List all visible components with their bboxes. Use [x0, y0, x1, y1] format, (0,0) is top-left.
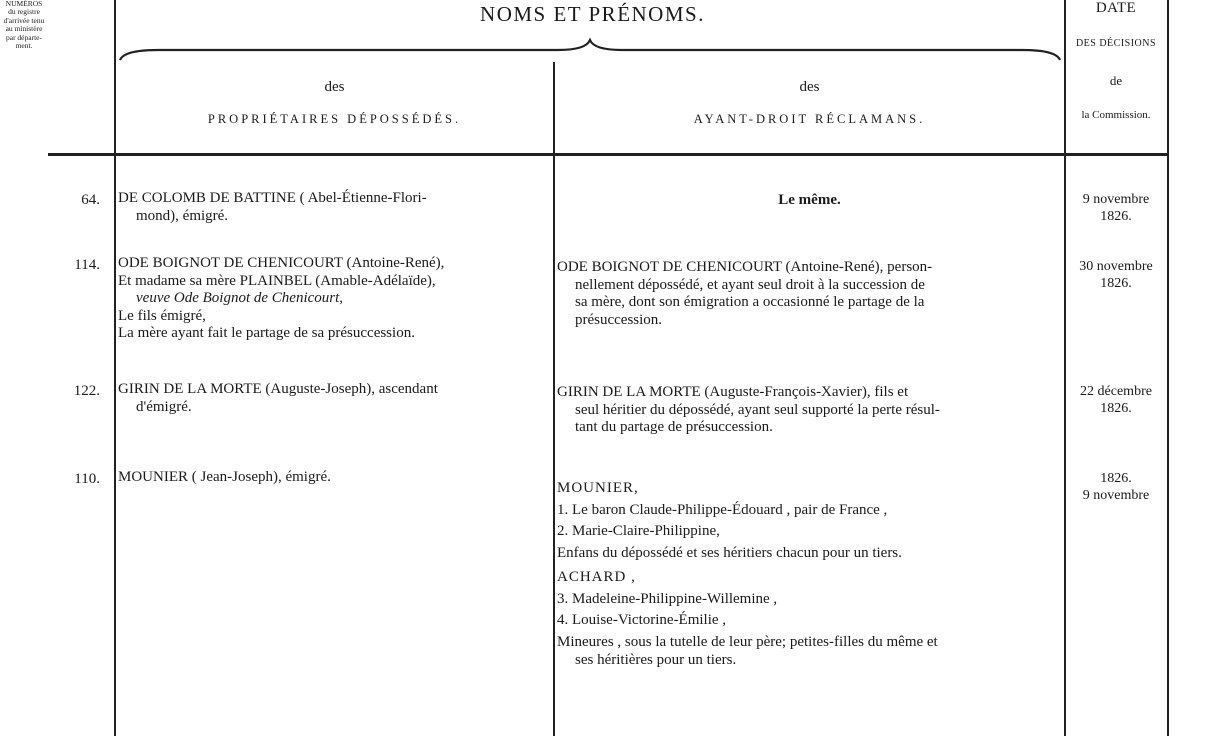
claimants-column-header: AYANT-DROIT RÉCLAMANS.	[693, 112, 926, 126]
date-header: DATE	[1095, 0, 1137, 16]
owner-line: Le fils émigré,	[118, 307, 206, 324]
row-number: 122.	[73, 383, 100, 399]
claimant-line: 2. Marie-Claire-Philippine,	[557, 523, 720, 539]
owner-line: veuve Ode Boignot de Chenicourt,	[136, 290, 344, 306]
column-rule-left	[114, 0, 116, 736]
claimant-line: sa mère, dont son émigration a occasionné le partage de la	[575, 294, 925, 310]
claimant-line: ses héritières pour un tiers.	[575, 652, 737, 668]
date-line: 1826.	[1100, 471, 1132, 486]
header-rule-thick	[48, 153, 1169, 156]
decision-date	[1066, 383, 1166, 417]
owner-line-text: DE COLOMB DE BATTINE ( Abel-Étienne-Flori-	[118, 190, 427, 206]
date-line: 30 novembre	[1079, 259, 1153, 274]
date-line: 9 novembre	[1082, 192, 1150, 207]
claimant-cell: Le même.	[778, 192, 841, 208]
claimant-line: Enfans du dépossédé et ses héritiers chacun pour un tiers.	[557, 545, 902, 561]
claimants-des: des	[799, 79, 820, 95]
date-line: 9 novembre	[1082, 488, 1150, 503]
claimant-line: nellement dépossédé, et ayant seul droit à la succession de	[575, 276, 925, 293]
owner-line: GIRIN DE LA MORTE (Auguste-Joseph), ascendant	[118, 381, 438, 397]
claimant-line: ODE BOIGNOT DE CHENICOURT (Antoine-René), person-	[557, 259, 933, 275]
claimant-line: MOUNIER,	[557, 480, 639, 496]
date-line: 1826.	[1100, 401, 1132, 416]
owner-line: La mère ayant fait le partage de sa présuccession.	[118, 325, 415, 341]
owner-cell	[118, 381, 554, 416]
date-line: 1826.	[1100, 276, 1132, 291]
owner-cell	[118, 190, 552, 225]
numeros-header: NUMÉROS du registre d'arrivée tenu au ministère par départe-ment.	[3, 0, 45, 51]
decision-date	[1066, 470, 1166, 504]
row-number: 64.	[81, 192, 100, 208]
owner-line: Et madame sa mère PLAINBEL (Amable-Adélaïde),	[118, 272, 436, 289]
owner-line-text: mond), émigré.	[136, 207, 229, 224]
owners-column-header: PROPRIÉTAIRES DÉPOSSÉDÉS.	[207, 112, 462, 126]
row-number: 110.	[74, 471, 100, 487]
owner-line: ODE BOIGNOT DE CHENICOURT (Antoine-René),	[118, 255, 445, 271]
claimant-line: 1. Le baron Claude-Philippe-Édouard , pair de France ,	[557, 502, 888, 518]
decision-date	[1066, 191, 1166, 225]
page-edge-rule	[1167, 0, 1169, 736]
owner-line: d'émigré.	[136, 398, 192, 415]
claimant-line: ACHARD ,	[557, 569, 636, 585]
claimant-line: 3. Madeleine-Philippine-Willemine ,	[557, 591, 778, 607]
claimant-line: 4. Louise-Victorine-Émilie ,	[557, 612, 727, 628]
brace-divider	[118, 38, 1062, 64]
claimant-line: GIRIN DE LA MORTE (Auguste-François-Xavier), fils et	[557, 384, 909, 400]
commission-header: la Commission.	[1081, 109, 1151, 121]
owner-line: MOUNIER ( Jean-Joseph), émigré.	[118, 469, 331, 485]
claimant-cell	[557, 384, 1063, 437]
claimant-line: Mineures , sous la tutelle de leur père; petites-filles du même et	[557, 634, 938, 650]
claimant-line: seul héritier du dépossédé, ayant seul supporté la perte résul-	[575, 401, 940, 418]
owner-line	[118, 190, 552, 225]
claimant-line: présuccession.	[575, 311, 663, 328]
date-line: 22 décembre	[1080, 384, 1152, 399]
owner-cell	[118, 255, 554, 343]
decision-date	[1066, 258, 1166, 292]
page-title: NOMS ET PRÉNOMS.	[480, 2, 705, 26]
owner-cell	[118, 469, 554, 487]
date-line: 1826.	[1100, 209, 1132, 224]
claimant-cell	[557, 259, 1063, 329]
claimant-line: tant du partage de présuccession.	[575, 419, 773, 435]
claimant-cell	[557, 479, 1063, 669]
owners-des: des	[324, 79, 345, 95]
decisions-header: DES DÉCISIONS	[1075, 38, 1157, 49]
de-header: de	[1109, 73, 1123, 88]
row-number: 114.	[74, 257, 100, 273]
